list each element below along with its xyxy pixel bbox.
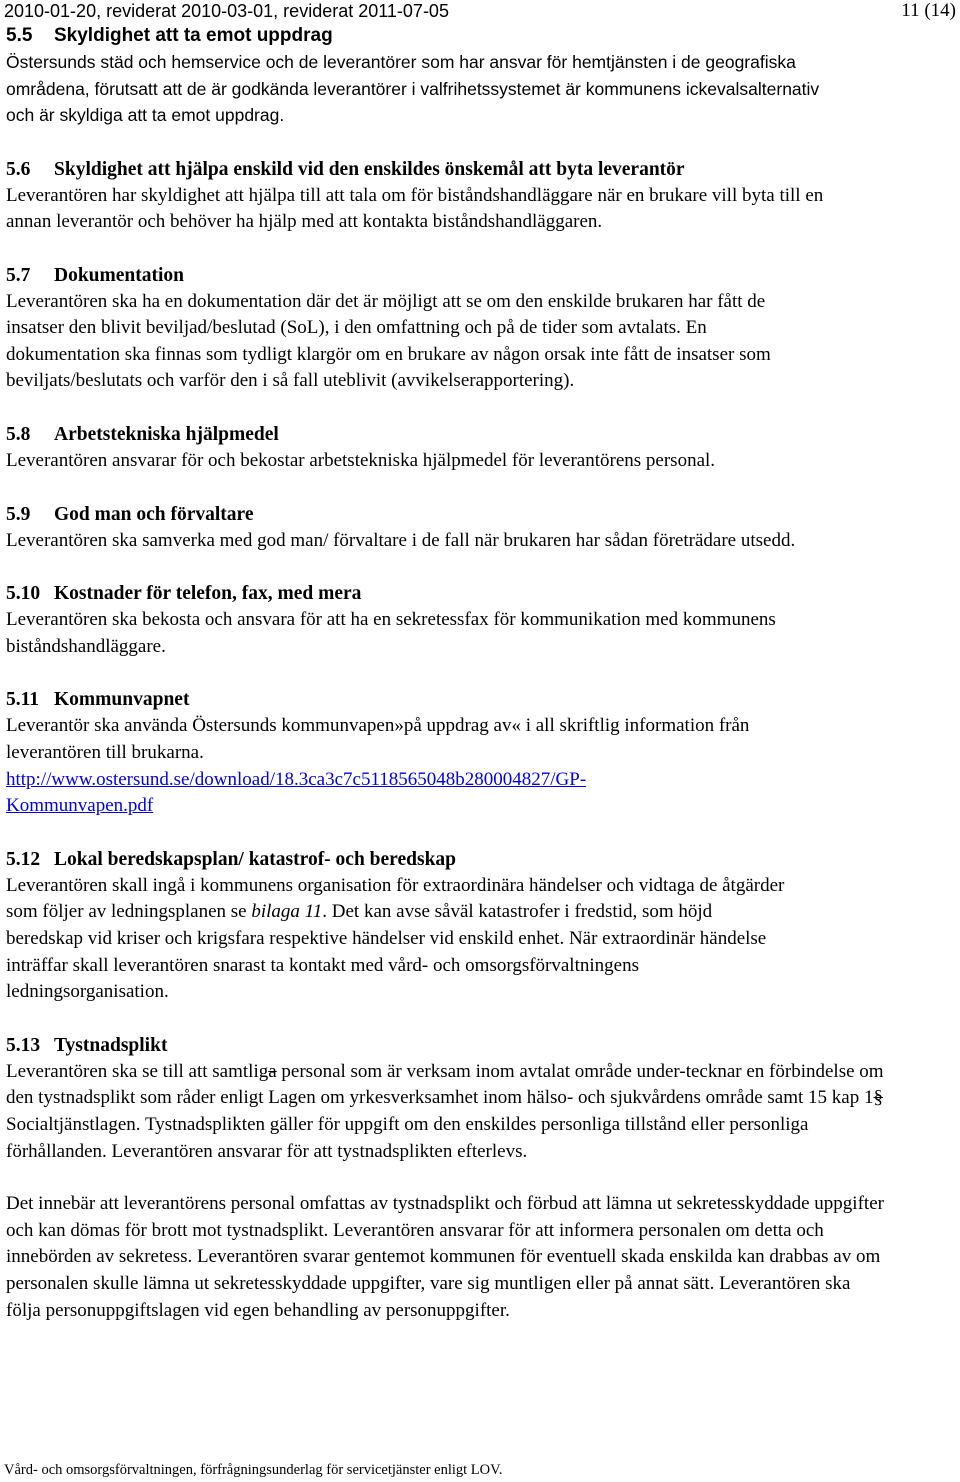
section-paragraph [6,873,786,1006]
page-footer: Vård- och omsorgsförvaltningen, förfrågningsunderlag för servicetjänster enligt LOV. [4,1462,503,1478]
section-title: Tystnadsplikt [54,1034,168,1056]
paragraph-text-continued: personal som är verksam inom avtalat område under-tecknar en förbindelse om den tystnadsplikt som råder enligt Lagen om yrkesverksamhet inom hälso- och sjukvårdens område samt 15 kap 1 [6,1060,884,1109]
section-number: 5.8 [6,424,31,446]
section-title: Arbetstekniska hjälpmedel [54,424,279,446]
section-paragraph: Leverantören ansvarar för och bekostar arbetstekniska hjälpmedel för leverantörens personal. [6,450,716,472]
paragraph-text: Leverantören ska se till att samtlig [6,1060,269,1082]
spacer [6,129,950,156]
section-paragraph: Leverantören ska ha en dokumentation där det är möjligt att se om den enskilde brukaren har fått de insatser den blivit beviljad/beslutad (SoL), i den omfattning och på de tider som avtalats. En dokumentation ska finnas som tydligt klargör om en brukare av någon orsak inte fått de insatser som beviljats/beslutats och varför den i så fall uteblivit (avvikelserapportering). [6,290,771,392]
section-number: 5.12 [6,848,41,870]
spacer [6,660,950,686]
section-5-8 [6,421,950,475]
section-title: Kommunvapnet [54,689,190,711]
kommunvapen-link-paragraph [6,767,950,820]
spacer [6,554,950,580]
spacer [6,475,950,501]
section-5-12 [6,846,950,1006]
section-heading [6,22,950,49]
section-paragraph: Leverantören har skyldighet att hjälpa till att tala om för biståndshandläggare när en brukare vill byta till en annan leverantör och behöver ha hjälp med att kontakta biståndshandläggaren. [6,184,824,233]
section-heading [6,686,950,713]
paragraph-text-continued: . Det kan avse såväl katastrofer i fredstid, som höjd beredskap vid kriser och krigsfara respektive händelser vid enskild enhet. När extraordinär händelse inträffar skall leverantören snarast ta kontakt med vård- och omsorgsförvaltningens ledningsorganisation. [6,901,767,1003]
section-number: 5.5 [6,25,33,46]
kommunvapen-link[interactable]: http://www.ostersund.se/download/18.3ca3c7c5118565048b280004827/GP- [6,768,587,790]
section-paragraph-2: Det innebär att leverantörens personal omfattas av tystnadsplikt och förbud att lämna ut sekretesskyddade uppgifter och kan dömas för brott mot tystnadsplikt. Leverantören ansvarar för att informera personalen om detta och innebörden av sekretess. Leverantören svarar gentemot kommunen för eventuell skada enskilda kan drabbas av om personalen skulle lämna ut sekretesskyddade uppgifter, vare sig muntligen eller på annat sätt. Leverantören ska följa personuppgiftslagen vid egen behandling av personuppgifter. [6,1193,884,1321]
section-heading [6,580,950,607]
section-title: Kostnader för telefon, fax, med mera [54,583,362,605]
section-paragraph: Leverantören ska bekosta och ansvara för att ha en sekretessfax för kommunikation med kommunens biståndshandläggare. [6,609,776,657]
section-heading [6,501,950,528]
section-number: 5.11 [6,689,40,711]
spacer [6,1165,950,1191]
section-title: Skyldighet att hjälpa enskild vid den enskildes önskemål att byta leverantör [54,158,685,180]
spacer [6,395,950,421]
section-5-10 [6,580,950,660]
revision-dates: 2010-01-20, reviderat 2010-03-01, reviderat 2011-07-05 [4,1,449,21]
section-heading [6,1032,950,1059]
paragraph-text: Leverantören skall ingå i kommunens organisation för extraordinära händelser och vidtaga de åtgärder som följer av ledningsplanen se [6,874,785,923]
section-5-6 [6,156,950,236]
struck-text: a [268,1060,277,1082]
section-title: Skyldighet att ta emot uppdrag [54,25,333,46]
section-paragraph: Leverantören ska samverka med god man/ förvaltare i de fall när brukaren har sådan företrädare utsedd. [6,529,796,551]
page-header [0,0,960,24]
section-5-7 [6,262,950,395]
section-5-11 [6,686,950,819]
section-paragraph [6,1059,886,1165]
section-title: God man och förvaltare [54,503,254,525]
section-heading [6,156,950,183]
section-number: 5.9 [6,503,31,525]
section-number: 5.7 [6,264,31,286]
struck-section-sign: § [873,1087,883,1109]
section-paragraph: Östersunds städ och hemservice och de leverantörer som har ansvar för hemtjänsten i de geografiska områdena, förutsatt att de är godkända leverantörer i valfrihetssystemet är kommunens ickevalsalternativ och är skyldiga att ta emot uppdrag. [6,52,820,125]
spacer [6,1006,950,1032]
section-number: 5.6 [6,158,31,180]
section-number: 5.13 [6,1034,41,1056]
section-number: 5.10 [6,583,41,605]
section-5-5 [6,22,950,129]
paragraph-text-end: Socialtjänstlagen. Tystnadsplikten gäller för uppgift om den enskildes personliga tillstånd eller personliga förhållanden. Leverantören ansvarar för att tystnadsplikten efterlevs. [6,1113,809,1162]
section-heading [6,262,950,289]
section-title: Lokal beredskapsplan/ katastrof- och beredskap [54,848,457,870]
section-title: Dokumentation [54,264,185,286]
spacer [6,236,950,262]
section-5-9 [6,501,950,555]
document-body [6,22,950,1324]
spacer [6,820,950,846]
section-heading [6,846,950,873]
kommunvapen-link-continued[interactable]: Kommunvapen.pdf [6,795,154,817]
section-paragraph: Leverantör ska använda Östersunds kommunvapen»på uppdrag av« i all skriftlig information från leverantören till brukarna. [6,715,750,764]
section-heading [6,421,950,448]
bilaga-reference: bilaga 11 [251,901,323,923]
section-5-13 [6,1032,950,1324]
page-number: 11 (14) [901,0,956,21]
